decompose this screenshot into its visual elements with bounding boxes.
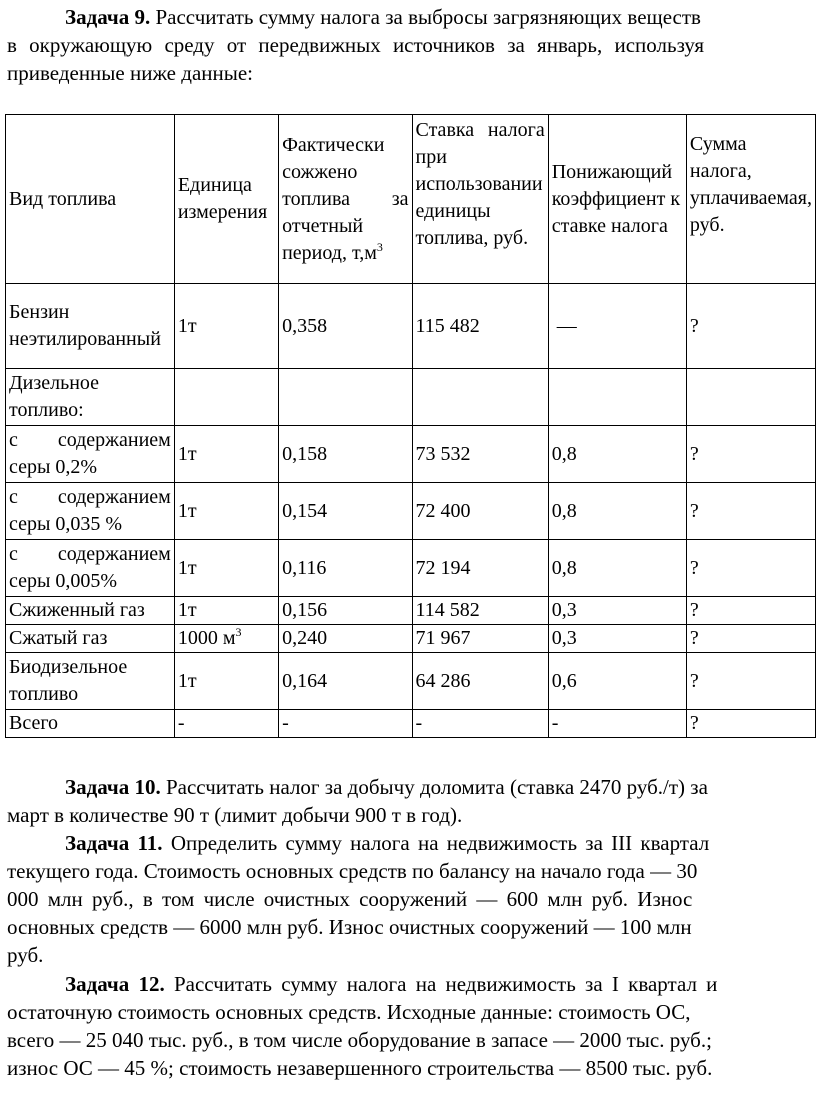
task11-line2: текущего года. Стоимость основных средств по балансу на начало года — 30	[7, 859, 698, 883]
table-row: Бензин неэтилированный 1т 0,358 115 482 — ?	[6, 284, 816, 369]
task10-label: Задача 10.	[65, 775, 161, 799]
table-row: Биодизельное топливо 1т 0,164 64 286 0,6 ?	[6, 653, 816, 710]
task12-line2: остаточную стоимость основных средств. Исходные данные: стоимость ОС,	[7, 1000, 691, 1024]
task9-line3: приведенные ниже данные:	[7, 61, 254, 85]
task11-line5: руб.	[7, 943, 44, 967]
task11-line1: Определить сумму налога на недвижимость за III квартал	[170, 831, 710, 855]
task12-label: Задача 12.	[65, 972, 165, 996]
header-burned: Фактически сожжено топлива за отчетный период, $т,м^3$	[279, 115, 412, 284]
table-row: Дизельное топливо:	[6, 369, 816, 426]
table-row: Сжатый газ 1000 $м^3$ 0,240 71 967 0,3 ?	[6, 625, 816, 653]
table-total-row: Всего - - - - ?	[6, 710, 816, 738]
task9-line1: Рассчитать сумму налога за выбросы загрязняющих веществ	[155, 5, 701, 29]
task11-line3: 000 млн руб., в том числе очистных сооружений — 600 млн руб. Износ	[7, 887, 693, 911]
task11-label: Задача 11.	[65, 831, 163, 855]
table-row: с содержанием серы 0,2% 1т 0,158 73 532 0,8 ?	[6, 426, 816, 483]
task9-paragraph	[7, 3, 816, 87]
fuel-tax-table	[5, 114, 816, 738]
table-row: с содержанием серы 0,005% 1т 0,116 72 194 0,8 ?	[6, 540, 816, 597]
header-fuel: Вид топлива	[6, 115, 175, 284]
task10-line1: Рассчитать налог за добычу доломита (ставка 2470 руб./т) за	[165, 775, 708, 799]
task11-line4: основных средств — 6000 млн руб. Износ очистных сооружений — 100 млн	[7, 915, 692, 939]
task11-paragraph	[7, 829, 816, 969]
table-header-row	[6, 115, 816, 284]
task12-paragraph	[7, 970, 816, 1082]
header-coef: Понижающий коэффициент к ставке налога	[548, 115, 686, 284]
table-row: с содержанием серы 0,035 % 1т 0,154 72 400 0,8 ?	[6, 483, 816, 540]
task12-line3: всего — 25 040 тыс. руб., в том числе оборудование в запасе — 2000 тыс. руб.;	[7, 1028, 712, 1052]
header-rate: Ставка налога при использовании единицы топлива, руб.	[412, 115, 548, 284]
header-sum: Сумма налога, уплачиваемая, руб.	[686, 115, 815, 284]
task12-line1: Рассчитать сумму налога на недвижимость за I квартал и	[173, 972, 718, 996]
task9-label: Задача 9.	[65, 5, 151, 29]
header-unit: Единица измерения	[174, 115, 278, 284]
task9-line2: в окружающую среду от передвижных источников за январь, используя	[7, 33, 705, 57]
task12-line4: износ ОС — 45 %; стоимость незавершенного строительства — 8500 тыс. руб.	[7, 1056, 713, 1080]
task10-paragraph	[7, 773, 816, 829]
table-row: Сжиженный газ 1т 0,156 114 582 0,3 ?	[6, 597, 816, 625]
task10-line2: март в количестве 90 т (лимит добычи 900 т в год).	[7, 803, 463, 827]
